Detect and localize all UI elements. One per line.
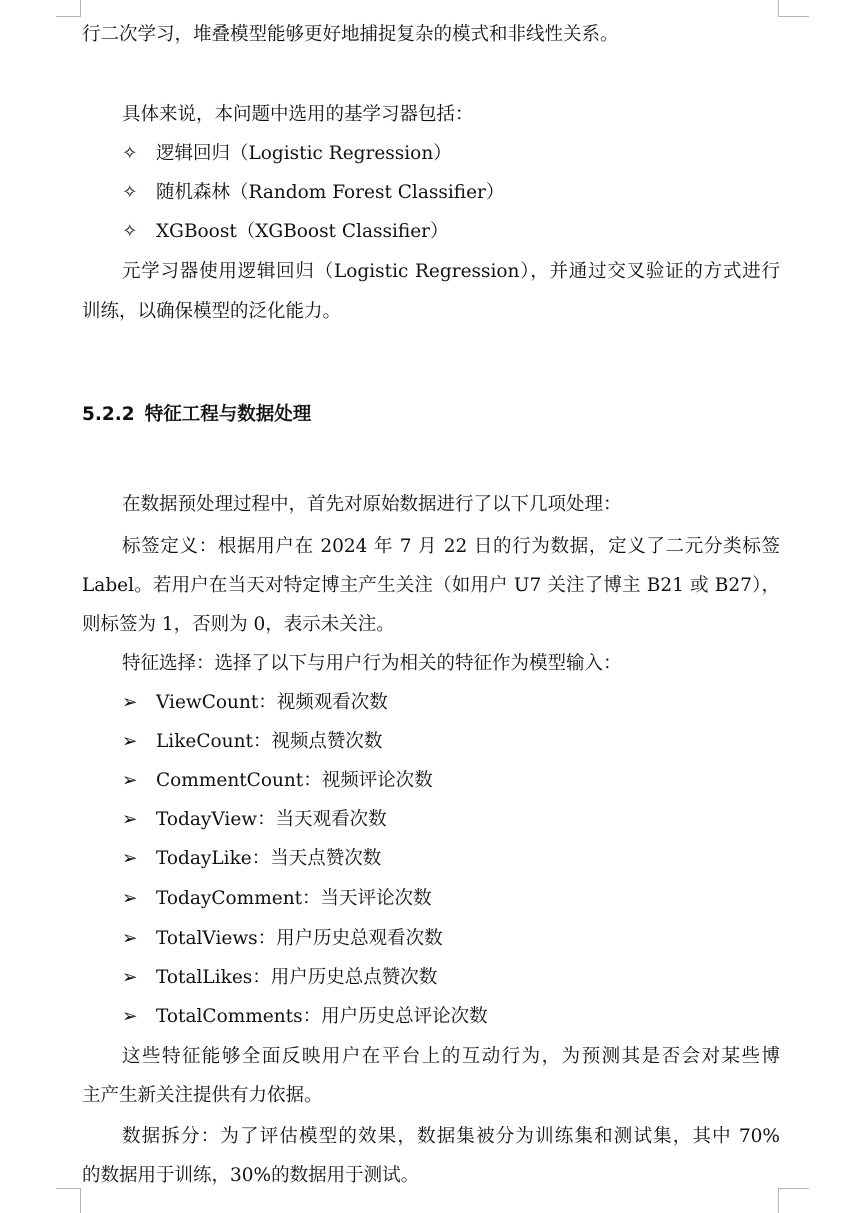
crop-mark-bottom-right — [778, 1188, 809, 1213]
arrow-bullet-icon: ➢ — [122, 692, 138, 713]
paragraph-feature-selection: 特征选择：选择了以下与用户行为相关的特征作为模型输入： — [122, 653, 622, 674]
paragraph-meta-learner-cont: 训练，以确保模型的泛化能力。 — [82, 301, 342, 322]
list-item-feature: ➢ TotalComments：用户历史总评论次数 — [122, 1004, 782, 1030]
list-item-feature: ➢ ViewCount：视频观看次数 — [122, 690, 782, 716]
paragraph-label-definition-cont: Label。若用户在当天对特定博主产生关注（如用户 U7 关注了博主 B21 或 B27）， — [82, 575, 780, 596]
arrow-bullet-icon: ➢ — [122, 1006, 138, 1027]
paragraph-preprocessing-intro: 在数据预处理过程中，首先对原始数据进行了以下几项处理： — [122, 494, 622, 515]
paragraph-continuation: 行二次学习，堆叠模型能够更好地捕捉复杂的模式和非线性关系。 — [82, 24, 619, 45]
paragraph-feature-summary: 这些特征能够全面反映用户在平台上的互动行为，为预测其是否会对某些博 — [122, 1046, 780, 1067]
paragraph-meta-learner: 元学习器使用逻辑回归（Logistic Regression），并通过交叉验证的方式进行 — [122, 261, 780, 282]
arrow-bullet-icon: ➢ — [122, 848, 138, 869]
section-title: 特征工程与数据处理 — [144, 404, 312, 425]
arrow-bullet-icon: ➢ — [122, 770, 138, 791]
list-item-feature: ➢ TodayView：当天观看次数 — [122, 807, 782, 833]
paragraph-data-split-cont: 的数据用于训练，30%的数据用于测试。 — [82, 1165, 420, 1186]
list-item-feature: ➢ LikeCount：视频点赞次数 — [122, 729, 782, 755]
arrow-bullet-icon: ➢ — [122, 928, 138, 949]
crop-mark-top-left — [56, 0, 81, 17]
list-item-feature: ➢ TotalLikes：用户历史总点赞次数 — [122, 965, 782, 991]
paragraph-label-definition-end: 则标签为 1，否则为 0，表示未关注。 — [82, 614, 395, 635]
section-heading — [82, 402, 311, 428]
list-item-base-learner: ✧ XGBoost（XGBoost Classifier） — [122, 219, 782, 245]
crop-mark-bottom-left — [56, 1188, 81, 1213]
arrow-bullet-icon: ➢ — [122, 967, 138, 988]
list-item-feature: ➢ CommentCount：视频评论次数 — [122, 768, 782, 794]
diamond-bullet-icon: ✧ — [122, 221, 138, 242]
list-item-base-learner: ✧ 逻辑回归（Logistic Regression） — [122, 141, 782, 167]
arrow-bullet-icon: ➢ — [122, 888, 138, 909]
paragraph-data-split: 数据拆分：为了评估模型的效果，数据集被分为训练集和测试集，其中 70% — [122, 1126, 780, 1147]
paragraph-feature-summary-cont: 主产生新关注提供有力依据。 — [82, 1085, 323, 1106]
paragraph-base-learners-intro: 具体来说，本问题中选用的基学习器包括： — [122, 104, 474, 125]
diamond-bullet-icon: ✧ — [122, 143, 138, 164]
list-item-base-learner: ✧ 随机森林（Random Forest Classifier） — [122, 180, 782, 206]
list-item-feature: ➢ TotalViews：用户历史总观看次数 — [122, 926, 782, 952]
section-number: 5.2.2 — [82, 404, 135, 425]
list-item-feature: ➢ TodayComment：当天评论次数 — [122, 886, 782, 912]
crop-mark-top-right — [778, 0, 809, 17]
arrow-bullet-icon: ➢ — [122, 731, 138, 752]
list-item-feature: ➢ TodayLike：当天点赞次数 — [122, 846, 782, 872]
diamond-bullet-icon: ✧ — [122, 182, 138, 203]
paragraph-label-definition: 标签定义：根据用户在 2024 年 7 月 22 日的行为数据，定义了二元分类标签 — [122, 536, 780, 557]
arrow-bullet-icon: ➢ — [122, 809, 138, 830]
